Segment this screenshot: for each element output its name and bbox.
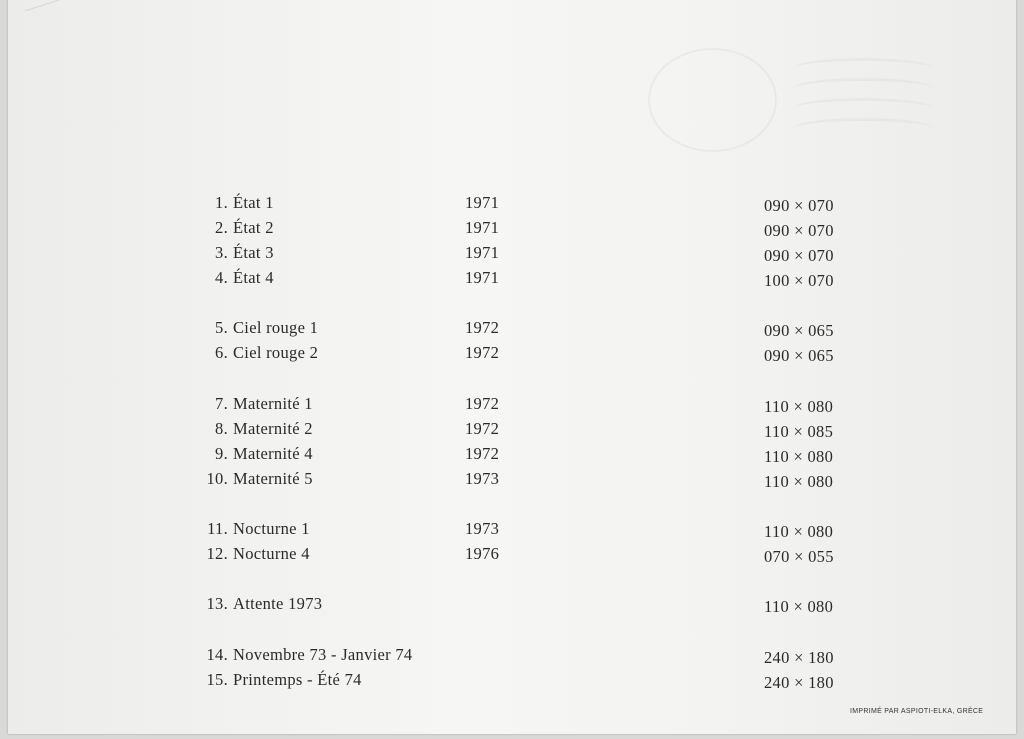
list-item <box>8 670 1016 694</box>
artwork-list <box>8 0 1016 734</box>
entry-size: 090 × 070 <box>764 221 834 240</box>
entry-size: 110 × 080 <box>764 522 834 541</box>
entry-year: 1971 <box>465 268 500 287</box>
entry-size: 110 × 080 <box>764 472 834 491</box>
entry-size: 110 × 080 <box>764 597 834 616</box>
entry-number: 5. <box>215 318 228 337</box>
entry-year: 1972 <box>465 318 500 337</box>
entry-title: Nocturne 4 <box>233 544 310 563</box>
entry-year: 1972 <box>465 394 500 413</box>
entry-year: 1972 <box>465 419 500 438</box>
entry-size: 100 × 070 <box>764 271 834 290</box>
list-item <box>8 218 1016 242</box>
entry-number: 8. <box>215 419 228 438</box>
entry-title: Attente 1973 <box>233 594 323 613</box>
entry-title: État 2 <box>233 218 274 237</box>
entry-size: 110 × 080 <box>764 447 834 466</box>
entry-title: État 3 <box>233 243 274 262</box>
entry-size: 240 × 180 <box>764 673 834 692</box>
list-item <box>8 444 1016 468</box>
entry-number: 12. <box>206 544 228 563</box>
entry-number: 7. <box>215 394 228 413</box>
printer-credit: IMPRIMÉ PAR ASPIOTI-ELKA, GRÈCE <box>850 708 984 715</box>
entry-number: 15. <box>206 670 228 689</box>
entry-title: État 1 <box>233 193 274 212</box>
entry-title: Ciel rouge 1 <box>233 318 319 337</box>
entry-number: 1. <box>215 193 228 212</box>
entry-number: 10. <box>206 469 228 488</box>
entry-title: Novembre 73 - Janvier 74 <box>233 645 413 664</box>
entry-year: 1972 <box>465 444 500 463</box>
entry-size: 110 × 080 <box>764 397 834 416</box>
entry-number: 2. <box>215 218 228 237</box>
list-item <box>8 193 1016 217</box>
list-item <box>8 645 1016 669</box>
entry-year: 1973 <box>465 519 500 538</box>
entry-year: 1973 <box>465 469 500 488</box>
entry-year: 1972 <box>465 343 500 362</box>
entry-size: 090 × 070 <box>764 196 834 215</box>
list-item <box>8 268 1016 292</box>
list-item <box>8 394 1016 418</box>
entry-title: Printemps - Été 74 <box>233 670 362 689</box>
entry-title: Ciel rouge 2 <box>233 343 319 362</box>
catalog-page <box>8 0 1016 734</box>
list-item <box>8 544 1016 568</box>
entry-number: 6. <box>215 343 228 362</box>
entry-number: 4. <box>215 268 228 287</box>
entry-year: 1971 <box>465 243 500 262</box>
list-item <box>8 343 1016 367</box>
list-item <box>8 318 1016 342</box>
list-item <box>8 419 1016 443</box>
entry-size: 070 × 055 <box>764 547 834 566</box>
entry-title: Maternité 5 <box>233 469 313 488</box>
entry-title: Nocturne 1 <box>233 519 310 538</box>
list-item <box>8 594 1016 618</box>
entry-number: 13. <box>206 594 228 613</box>
entry-size: 090 × 070 <box>764 246 834 265</box>
entry-title: Maternité 2 <box>233 419 313 438</box>
entry-size: 110 × 085 <box>764 422 834 441</box>
entry-title: État 4 <box>233 268 274 287</box>
list-item <box>8 469 1016 493</box>
entry-size: 090 × 065 <box>764 346 834 365</box>
list-item <box>8 243 1016 267</box>
list-item <box>8 519 1016 543</box>
entry-size: 090 × 065 <box>764 321 834 340</box>
entry-number: 9. <box>215 444 228 463</box>
entry-size: 240 × 180 <box>764 648 834 667</box>
entry-number: 11. <box>207 519 228 538</box>
entry-year: 1971 <box>465 218 500 237</box>
entry-year: 1971 <box>465 193 500 212</box>
entry-number: 3. <box>215 243 228 262</box>
entry-title: Maternité 4 <box>233 444 313 463</box>
entry-title: Maternité 1 <box>233 394 313 413</box>
entry-year: 1976 <box>465 544 500 563</box>
entry-number: 14. <box>206 645 228 664</box>
